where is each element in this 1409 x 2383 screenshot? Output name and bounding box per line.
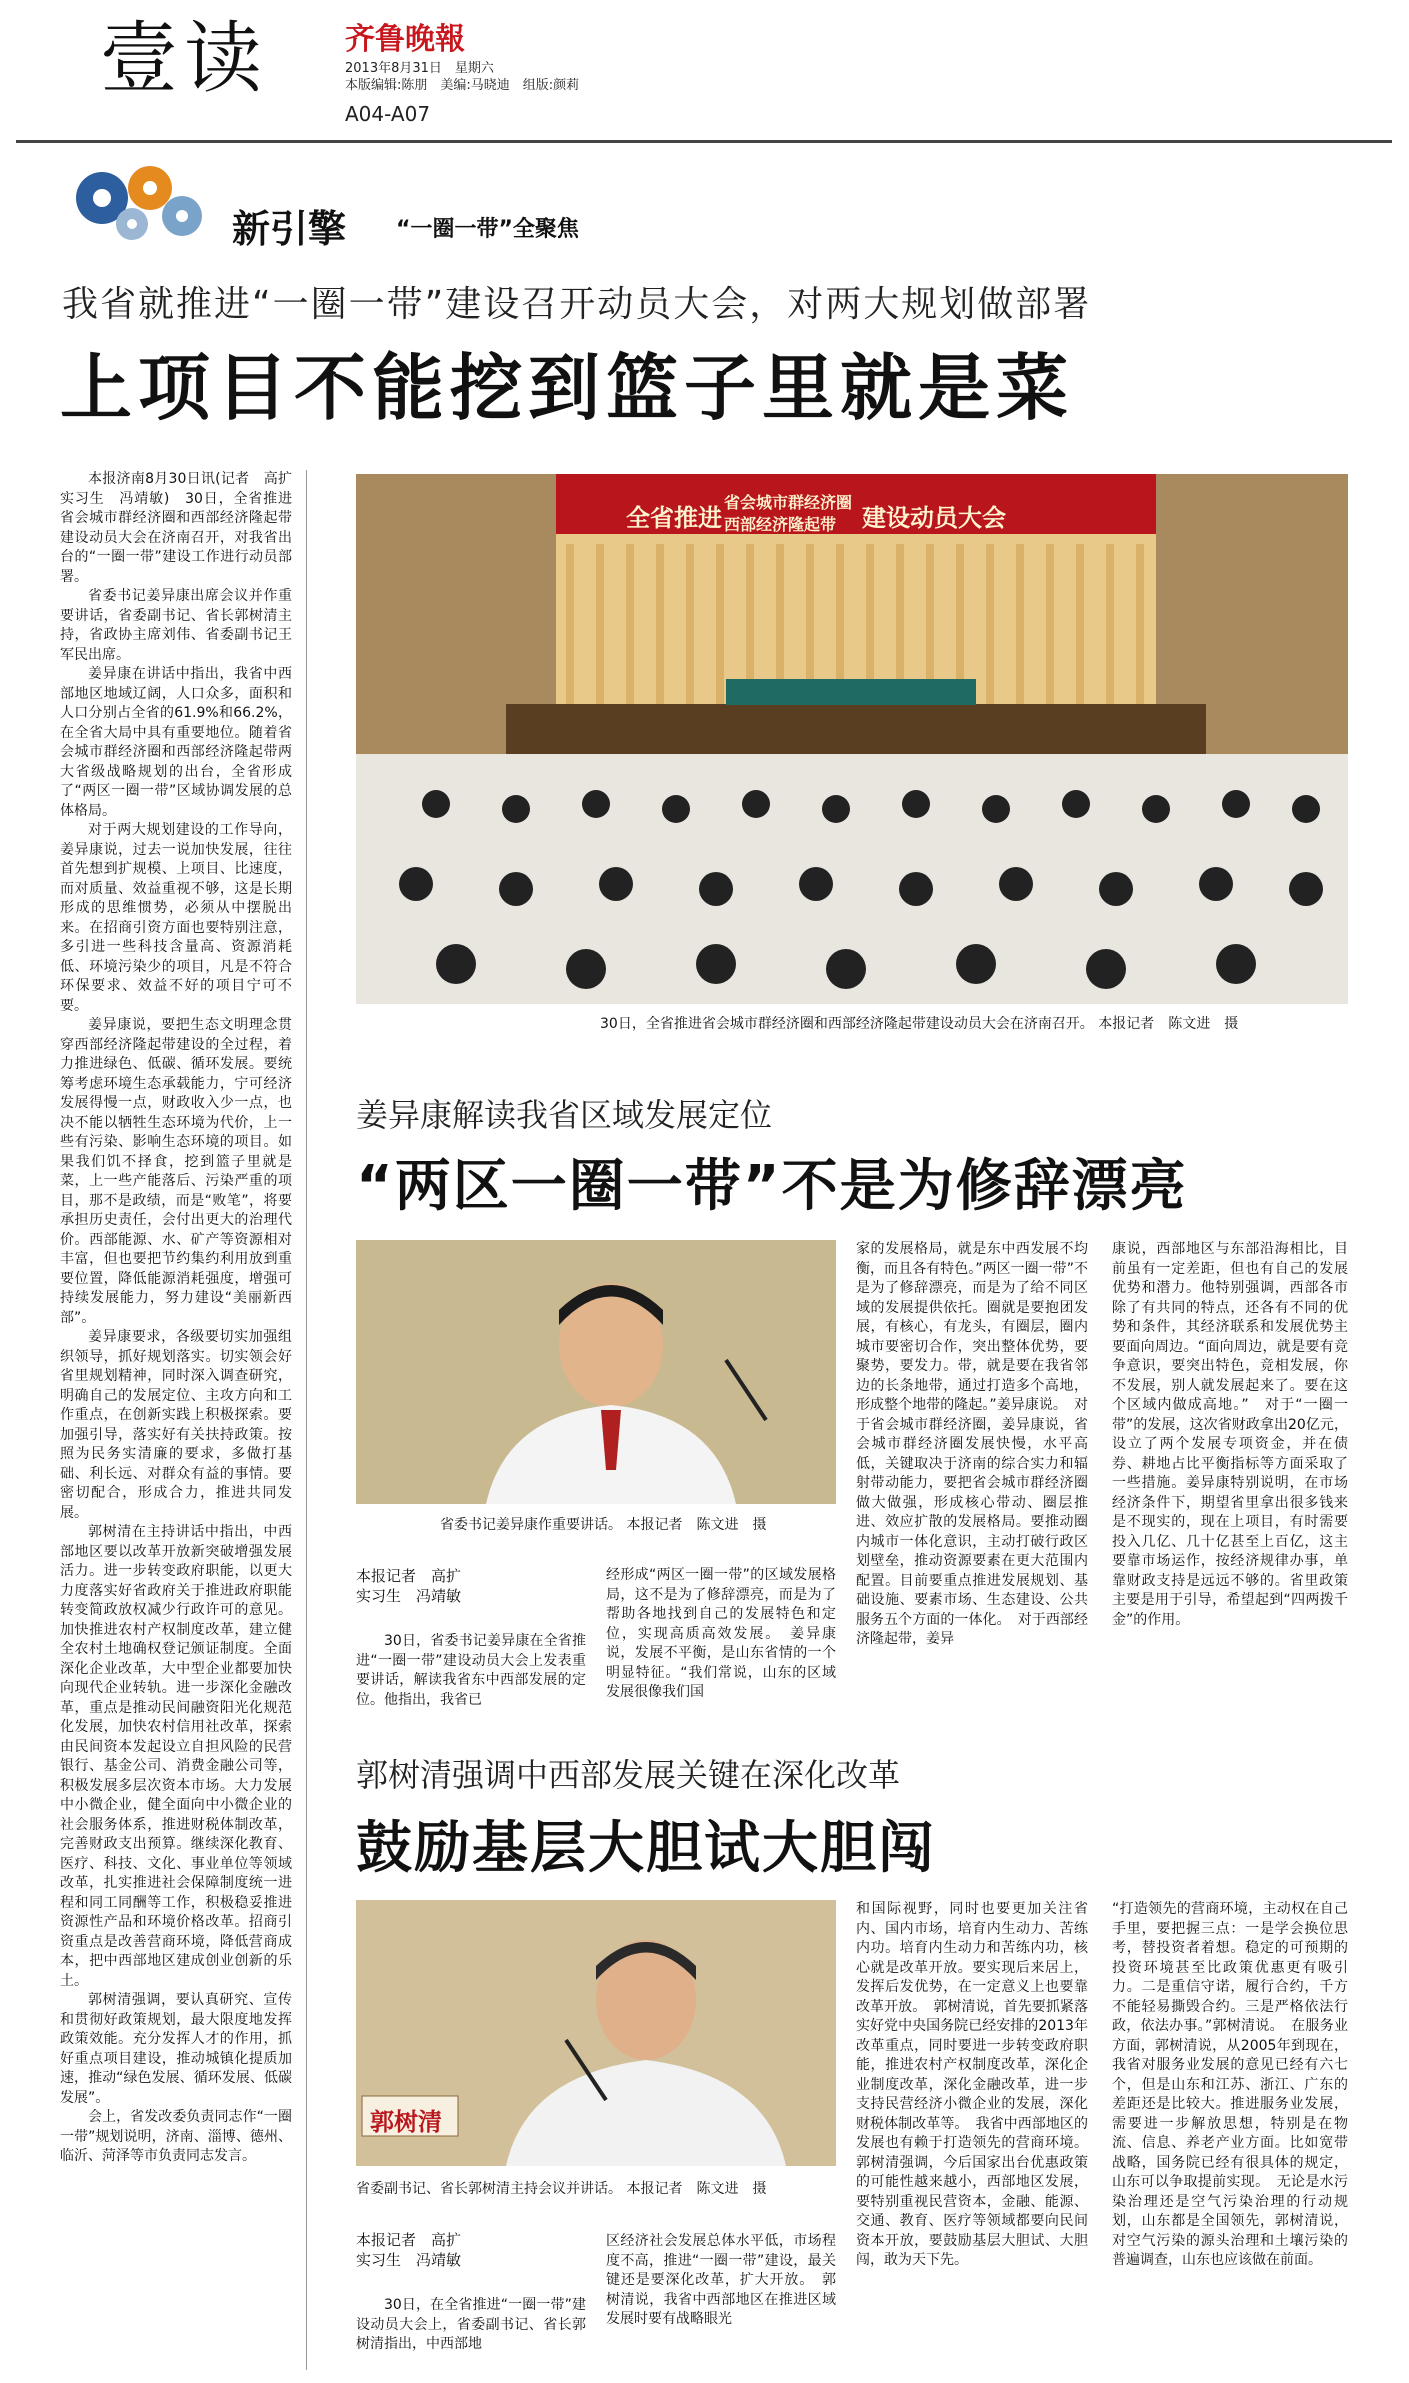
story3-byline <box>356 2230 461 2270</box>
issue-staff: 本版编辑:陈朋 美编:马晓迪 组版:颜莉 <box>345 78 580 93</box>
masthead-rule <box>16 140 1392 143</box>
story2-paragraph: 康说，西部地区与东部沿海相比，目前虽有一定差距，但也有自己的发展优势和潜力。他特别强调，西部各市除了有共同的特点，还各有不同的优势和条件，其经济联系和发展优势主要面向周边。“面向周边，就是要有竞争意识，要突出特色，竞相发展，你不发展，别人就发展起来了。要在这个区域内做成高地。” 对于“一圈一带”的发展，这次省财政拿出20亿元，设立了两个发展专项资金，并在债券、耕地占比平衡指标等方面采取了一些措施。姜异康特别说明，在市场经济条件下，期望省里拿出很多钱来是不现实的，现在上项目，有时需要投入几亿、几十亿甚至上百亿，这主要靠市场运作，按经济规律办事，单靠财政支持是远远不够的。省里政策主要是用于引导，希望起到“四两拨千金”的作用。 <box>1112 1241 1348 1628</box>
story3-col1 <box>356 2296 586 2374</box>
byline-reporter: 本报记者 高扩 <box>356 1567 462 1585</box>
story2-paragraph: 家的发展格局，就是东中西发展不均衡，而且各有特色。”两区一圈一带”不是为了修辞漂亮，而是为了给不同区域的发展提供依托。圈就是要抱团发展，有核心，有龙头，有圈层，圈内城市要密切合作，突出整体优势，要聚势，要发力。带，就是要在我省邻边的长条地带，通过打造多个高地，形成整个地带的隆起。”姜异康说。 对于省会城市群经济圈，姜异康说，省会城市群经济圈发展快慢，水平高低，关键取决于济南的综合实力和辐射带动能力，要把省会城市群经济圈做大做强，形成核心带动、圈层推进、效应扩散的发展格局。要推动圈内城市一体化意识，主动打破行政区划壁垒，推动资源要素在更大范围内配置。目前要重点推进发展规划、基础设施、要素市场、生态建设、公共服务五个方面的一体化。 对于西部经济隆起带，姜异 <box>856 1241 1088 1647</box>
issue-date: 2013年8月31日 星期六 <box>345 61 494 76</box>
story2-byline <box>356 1566 461 1606</box>
story1-paragraph: 郭树清在主持讲话中指出，中西部地区要以改革开放新突破增强发展活力。进一步转变政府职能，以更大力度落实好省政府关于推进政府职能转变简政放权减少行政许可的意见。加快推进农村产权制度改革，建立健全农村土地确权登记颁证制度。全面深化企业改革，大中型企业都要加快向现代企业转轨。进一步深化金融改革，重点是推动民间融资阳光化规范化发展，加快农村信用社改革，探索由民间资本发起设立自担风险的民营银行、基金公司、消费金融公司等，积极发展多层次资本市场。大力发展中小微企业，健全面向中小微企业的社会服务体系，推进财税体制改革，完善财政支出预算。继续深化教育、医疗、科技、文化、事业单位等领域改革，扎实推进社会保障制度统一进程和同工同酬等工作，积极稳妥推进资源性产品和环境价格改革。招商引资重点是改善营商环境，降低营商成本，把中西部地区建成创业创新的乐土。 <box>60 1524 292 1989</box>
story1-kicker: 我省就推进“一圈一带”建设召开动员大会，对两大规划做部署 <box>62 284 1092 325</box>
story3-col4 <box>1112 1900 1348 2374</box>
story2-col3 <box>856 1240 1088 1734</box>
portrait-jiang-caption: 省委书记姜异康作重要讲话。 本报记者 陈文进 摄 <box>440 1517 767 1533</box>
conference-hall-illustration <box>356 474 1348 1004</box>
banner-text: 省会城市群经济圈 <box>724 493 853 512</box>
story1-paragraph: 省委书记姜异康出席会议并作重要讲话，省委副书记、省长郭树清主持，省政协主席刘伟、省委副书记王军民出席。 <box>60 588 292 663</box>
byline-intern: 实习生 冯靖敏 <box>356 1587 462 1605</box>
story1-paragraph: 姜异康在讲话中指出，我省中西部地区地域辽阔，人口众多，面积和人口分别占全省的61.9%和66.2%，在全省大局中具有重要地位。随着省会城市群经济圈和西部经济隆起带两大省级战略规划的出台，全省形成了“两区一圈一带”区域协调发展的总体格局。 <box>60 666 292 819</box>
speaker-illustration <box>356 1240 836 1504</box>
section-name: 新引擎 <box>232 207 347 251</box>
story1-body <box>60 470 306 2370</box>
issue-meta <box>345 60 579 94</box>
story1-paragraph: 对于两大规划建设的工作导向，姜异康说，过去一说加快发展，往往首先想到扩规模、上项目、比速度，而对质量、效益重视不够，这是长期形成的思维惯势，必须从中摆脱出来。在招商引资方面也要特别注意，多引进一些科技含量高、资源消耗低、环境污染少的项目，凡是不符合环保要求、效益不好的项目宁可不要。 <box>60 822 292 1014</box>
banner-text: 建设动员大会 <box>862 503 1006 532</box>
story1-paragraph: 姜异康要求，各级要切实加强组织领导，抓好规划落实。切实领会好省里规划精神，同时深入调查研究，明确自己的发展定位、主攻方向和工作重点，在创新实践上积极探索。要加强引导，落实好有关扶持政策。按照为民务实清廉的要求，多做打基础、利长远、对群众有益的事情。要密切配合，形成合力，推进共同发展。 <box>60 1329 292 1521</box>
story3-paragraph: 区经济社会发展总体水平低，市场程度不高，推进“一圈一带”建设，最关键还是要深化改革，扩大开放。 郭树清说，我省中西部地区在推进区域发展时要有战略眼光 <box>606 2233 836 2327</box>
story2-kicker: 姜异康解读我省区域发展定位 <box>356 1096 773 1134</box>
story1-paragraph: 会上，省发改委负责同志作“一圈一带”规划说明，济南、淄博、德州、临沂、菏泽等市负责同志发言。 <box>60 2109 292 2164</box>
column-divider <box>306 470 307 2370</box>
story2-col2 <box>606 1566 836 1732</box>
story1-paragraph: 郭树清强调，要认真研究、宣传和贯彻好政策规划，最大限度地发挥政策效能。充分发挥人才的作用，抓好重点项目建设，推动城镇化提质加速，推动“绿色发展、循环发展、低碳发展”。 <box>60 1992 292 2106</box>
story1-headline: 上项目不能挖到篮子里就是菜 <box>60 346 1075 430</box>
story2-paragraph: 经形成“两区一圈一带”的区域发展格局，这不是为了修辞漂亮，而是为了帮助各地找到自己的发展特色和定位，实现高质高效发展。 姜异康说，发展不平衡，是山东省情的一个明显特征。“我们常说，山东的区域发展很像我们国 <box>606 1567 836 1700</box>
story2-paragraph: 30日，省委书记姜异康在全省推进“一圈一带”建设动员大会上发表重要讲话，解读我省东中西部发展的定位。他指出，我省已 <box>356 1633 586 1708</box>
byline-reporter: 本报记者 高扩 <box>356 2231 462 2249</box>
portrait-guo-photo <box>356 1900 836 2166</box>
story1-paragraph: 姜异康说，要把生态文明理念贯穿西部经济隆起带建设的全过程，着力推进绿色、低碳、循环发展。要统筹考虑环境生态承载能力，宁可经济发展得慢一点，财政收入少一点，也决不能以牺牲生态环境为代价，上一些有污染、影响生态环境的项目。如果我们饥不择食，挖到篮子里就是菜，上一些产能落后、污染严重的项目，那不是政绩，而是“败笔”，将要承担历史责任，会付出更大的治理代价。西部能源、水、矿产等资源相对丰富，但也要把节约集约利用放到重要位置，降低能源消耗强度，增强可持续发展能力，努力建设“美丽新西部”。 <box>60 1017 292 1326</box>
banner-text: 西部经济隆起带 <box>724 515 837 534</box>
story2-col1 <box>356 1632 586 1732</box>
conference-photo <box>356 474 1348 1004</box>
story1-paragraph: 本报济南8月30日讯(记者 高扩 实习生 冯靖敏) 30日，全省推进省会城市群经济圈和西部经济隆起带建设动员大会在济南召开，对我省出台的“一圈一带”建设工作进行动员部署。 <box>60 471 306 585</box>
story3-paragraph: 30日，在全省推进“一圈一带”建设动员大会上，省委副书记、省长郭树清指出，中西部地 <box>356 2297 586 2352</box>
story3-col3 <box>856 1900 1088 2374</box>
banner-text: 全省推进 <box>626 503 722 532</box>
story3-headline: 鼓励基层大胆试大胆闯 <box>356 1816 936 1881</box>
story3-paragraph: “打造领先的营商环境，主动权在自己手里，要把握三点：一是学会换位思考，替投资者着想。稳定的可预期的投资环境甚至比政策优惠更有吸引力。二是重信守诺，履行合约，千方不能轻易撕毁合约。三是严格依法行政，依法办事。”郭树清说。 在服务业方面，郭树清说，从2005年到现在，我省对服务业发展的意见已经有六七个，但是山东和江苏、浙江、广东的差距还是比较大。推进服务业发展，需要进一步解放思想，特别是在物流、信息、养老产业方面。比如宽带战略，国务院已经有很具体的规定，山东可以争取提前实现。 无论是水污染治理还是空气污染治理的行动规划，山东都是全国领先，郭树清说，对空气污染的源头治理和土壤污染的普遍调查，山东也应该做在前面。 <box>1112 1901 1348 2268</box>
byline-intern: 实习生 冯靖敏 <box>356 2251 462 2269</box>
section-title: 壹读 <box>100 14 269 104</box>
stage-banner <box>626 488 1096 534</box>
newspaper-logo: 齐鲁晚報 <box>345 22 465 57</box>
page-code: A04-A07 <box>345 102 431 126</box>
story3-paragraph: 和国际视野，同时也要更加关注省内、国内市场，培育内生动力、苦练内功。培育内生动力和苦练内功，核心就是改革开放。要实现后来居上，发挥后发优势，在一定意义上也要靠改革开放。 郭树清说，首先要抓紧落实好党中央国务院已经安排的2013年改革重点，同时要进一步转变政府职能，推进农村产权制度改革，深化企业制度改革，深化金融改革，进一步支持民营经济小微企业的发展，深化财税体制改革等。 我省中西部地区的发展也有赖于打造领先的营商环境。郭树清强调，今后国家出台优惠政策的可能性越来越小，西部地区发展，要特别重视民营资本，金融、能源、交通、教育、医疗等领域都要向民间资本开放，要鼓励基层大胆试、大胆闯，敢为天下先。 <box>856 1901 1088 2268</box>
story2-headline: “两区一圈一带”不是为修辞漂亮 <box>356 1154 1188 1219</box>
portrait-guo-caption: 省委副书记、省长郭树清主持会议并讲话。 本报记者 陈文进 摄 <box>356 2181 767 2197</box>
story3-col2 <box>606 2232 836 2374</box>
story3-kicker: 郭树清强调中西部发展关键在深化改革 <box>356 1756 901 1794</box>
portrait-jiang-photo <box>356 1240 836 1504</box>
conference-photo-caption: 30日，全省推进省会城市群经济圈和西部经济隆起带建设动员大会在济南召开。 本报记者 陈文进 摄 <box>600 1016 1239 1032</box>
story2-col4 <box>1112 1240 1348 1734</box>
section-subtitle: “一圈一带”全聚焦 <box>396 217 579 242</box>
gears-icon <box>62 158 222 248</box>
speaker-nameplate: 郭树清 <box>370 2107 442 2136</box>
